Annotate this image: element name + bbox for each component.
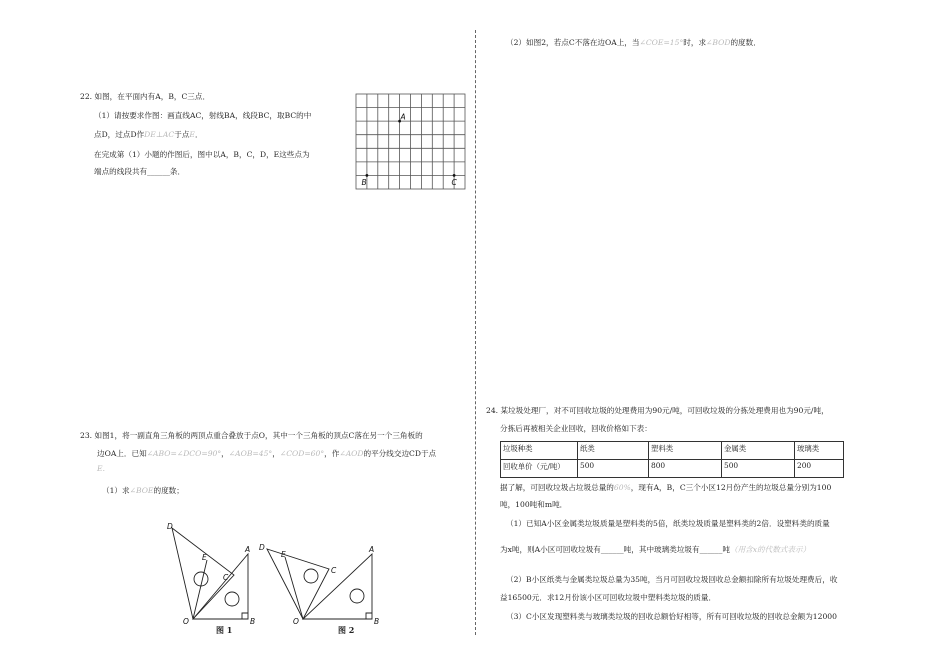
q23-formula-aob: ∠AOB=45° bbox=[228, 449, 273, 458]
fig2-caption: 图 2 bbox=[338, 625, 355, 635]
q23-formula-aod: ∠AOD bbox=[339, 449, 364, 458]
fig1-label-a: A bbox=[245, 545, 251, 554]
q24-line3: 据了解，可回收垃圾占垃圾总量的60%，现有A，B，C三个小区12月份产生的垃圾总量分别为100 bbox=[500, 483, 832, 492]
q22-part1-line1: （1）请按要求作图：画直线AC，射线BA，线段BC，取BC的中 bbox=[94, 111, 312, 120]
q22-part2-line1: 在完成第（1）小题的作图后，图中以A，B，C，D，E这些点为 bbox=[94, 150, 310, 159]
triangle-hole-1 bbox=[304, 569, 318, 583]
table-cell: 800 bbox=[649, 460, 722, 478]
q22-formula-de-perp-ac: DE⊥AC bbox=[144, 130, 175, 139]
fig1-label-c: C bbox=[223, 573, 229, 582]
q23-line1: 23. 如图1，将一副直角三角板的两顶点重合叠放于点O，其中一个三角板的顶点C落在另一个三角板的 bbox=[80, 431, 423, 440]
fig2-label-a: A bbox=[369, 545, 375, 554]
q22-grid-figure bbox=[355, 93, 467, 191]
right-angle-mark-b bbox=[366, 613, 372, 619]
q22-part1-line2: 点D，过点D作DE⊥AC于点E． bbox=[94, 130, 203, 139]
table-header-row bbox=[501, 442, 844, 460]
table-header-cell: 垃圾种类 bbox=[501, 442, 578, 460]
q23-line3: E． bbox=[97, 464, 111, 473]
q23-formula-coe: ∠COE=15° bbox=[639, 38, 684, 47]
label-c: C bbox=[451, 178, 457, 187]
q23-formula-bod: ∠BOD bbox=[706, 38, 731, 47]
triangle-45 bbox=[193, 554, 248, 619]
q22-title: 22. 如图，在平面内有A，B，C三点． bbox=[80, 92, 211, 101]
grid-lines bbox=[356, 94, 465, 189]
table-row bbox=[501, 460, 844, 478]
table-header-cell: 玻璃类 bbox=[795, 442, 844, 460]
table-cell: 500 bbox=[722, 460, 795, 478]
triangle-hole-2 bbox=[350, 589, 364, 603]
fig2-label-d: D bbox=[259, 543, 265, 552]
fig1-caption: 图 1 bbox=[216, 625, 233, 635]
fig1-label-o: O bbox=[183, 617, 189, 626]
table-header-cell: 纸类 bbox=[578, 442, 649, 460]
right-angle-mark-b bbox=[242, 613, 248, 619]
q24-part1-line2: 为x吨，则A小区可回收垃圾有______吨，其中玻璃类垃圾有______吨（用含x的代数式表示） bbox=[500, 545, 811, 554]
triangle-30-60 bbox=[267, 549, 329, 619]
price-table bbox=[500, 441, 844, 478]
q24-part3-line1: （3）C小区发现塑料类与玻璃类垃圾的回收总额恰好相等，所有可回收垃圾的回收总金额为12000 bbox=[506, 612, 837, 621]
fig2-label-e: E bbox=[281, 550, 286, 559]
table-header-cell: 金属类 bbox=[722, 442, 795, 460]
q24-part2-line1: （2）B小区纸类与金属类垃圾总量为35吨，当月可回收垃圾回收总金额扣除所有垃圾处理费后，收 bbox=[506, 575, 838, 584]
q24-line2: 分拣后再被相关企业回收，回收价格如下表： bbox=[500, 424, 652, 433]
table-cell: 200 bbox=[795, 460, 844, 478]
fig1-label-d: D bbox=[167, 522, 173, 531]
point-c bbox=[453, 174, 456, 177]
bisector-oe bbox=[285, 557, 303, 619]
q23-formula-cod: ∠COD=60° bbox=[279, 449, 325, 458]
q24-part2-line2: 益16500元．求12月份该小区可回收垃圾中塑料类垃圾的质量． bbox=[500, 593, 717, 602]
table-header-cell: 塑料类 bbox=[649, 442, 722, 460]
q23-figure-2 bbox=[255, 535, 380, 635]
q23-formula-right-angles: ∠ABO=∠DCO=90° bbox=[146, 449, 222, 458]
q23-part1: （1）求∠BOE的度数； bbox=[102, 486, 184, 495]
fig2-label-b: B bbox=[374, 617, 380, 626]
q24-line1: 24. 某垃圾处理厂，对不可回收垃圾的处理费用为90元/吨，可回收垃圾的分拣处理费用也为90元/吨， bbox=[486, 406, 829, 415]
fig1-label-b: B bbox=[250, 617, 256, 626]
triangle-hole-2 bbox=[225, 592, 239, 606]
q24-formula-expression-hint: （用含x的代数式表示） bbox=[729, 545, 811, 554]
fig1-label-e: E bbox=[202, 553, 207, 562]
q24-formula-60-percent: 60% bbox=[613, 483, 631, 492]
q23-formula-boe: ∠BOE bbox=[129, 486, 154, 495]
q24-line4: 吨，100吨和m吨． bbox=[500, 500, 568, 509]
fig2-label-o: O bbox=[293, 617, 299, 626]
fig2-label-c: C bbox=[331, 566, 337, 575]
q24-part1-line1: （1）已知A小区金属类垃圾质量是塑料类的5倍，纸类垃圾质量是塑料类的2倍．设塑料类的质量 bbox=[506, 519, 830, 528]
point-b bbox=[366, 174, 369, 177]
label-a: A bbox=[400, 112, 406, 122]
q22-part2-line2: 端点的线段共有______条． bbox=[94, 167, 186, 176]
column-divider bbox=[475, 30, 477, 635]
q23-part2: （2）如图2，若点C不落在边OA上，当∠COE=15°时，求∠BOD的度数． bbox=[506, 38, 761, 47]
q23-line2: 边OA上．已知∠ABO=∠DCO=90°，∠AOB=45°，∠COD=60°，作∠AOD的平分线交边CD于点 bbox=[97, 449, 437, 458]
label-b: B bbox=[361, 178, 367, 187]
table-cell: 500 bbox=[578, 460, 649, 478]
table-row-label: 回收单价（元/吨） bbox=[501, 460, 578, 478]
